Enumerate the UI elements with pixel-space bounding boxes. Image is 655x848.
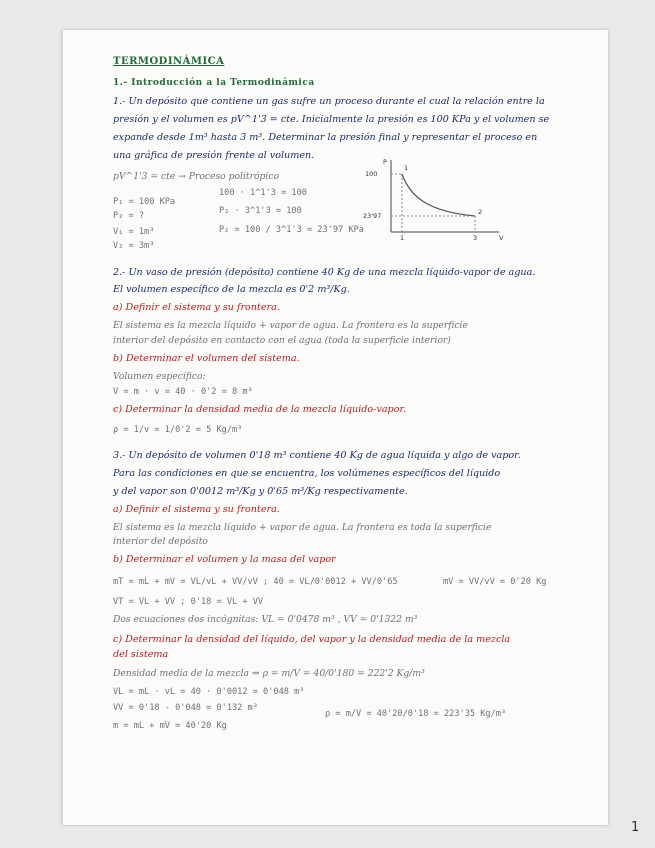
point-label: 2 <box>478 208 483 216</box>
p1-statement-line: expande desde 1m³ hasta 3 m³. Determinar la presión final y representar el proceso en <box>113 132 538 143</box>
p1-statement-line: presión y el volumen es pV^1'3 = cte. Inicialmente la presión es 100 KPa y el volumen se <box>113 114 550 125</box>
p2-answer-line: El sistema es la mezcla líquido + vapor de agua. La frontera es la superficie <box>113 320 468 331</box>
p1-work-line: P₂ · 3^1'3 = 100 <box>219 206 302 216</box>
p3-work-line: VT = VL + VV ; 0'18 = VL + VV <box>113 597 264 607</box>
p3-statement-line: y del vapor son 0'0012 m³/Kg y 0'65 m³/Kg respectivamente. <box>113 486 408 497</box>
p3-answer-line: El sistema es la mezcla líquido + vapor de agua. La frontera es toda la superficie <box>113 522 492 533</box>
p3-work-line: VL = mL · vL = 40 · 0'0012 = 0'048 m³ <box>113 687 305 697</box>
y-axis-label: P <box>383 158 387 166</box>
section-subtitle: 1.- Introducción a la Termodinámica <box>113 78 315 88</box>
x-tick-label: 1 <box>400 234 405 240</box>
p2-question-a: a) Definir el sistema y su frontera. <box>113 302 280 313</box>
p1-work-line: P₂ = ? <box>113 211 145 221</box>
page-number: 1 <box>631 820 640 835</box>
p2-question-c: c) Determinar la densidad media de la mezcla líquido-vapor. <box>113 404 407 415</box>
p1-statement-line: una gráfica de presión frente al volumen. <box>113 150 315 161</box>
p3-work-line: Densidad media de la mezcla ⇒ ρ = m/V = 40/0'180 = 222'2 Kg/m³ <box>113 668 425 679</box>
p1-work-line: P₁ = 100 KPa <box>113 197 176 207</box>
p2-question-b: b) Determinar el volumen del sistema. <box>113 353 300 364</box>
p3-work-line: Dos ecuaciones dos incógnitas: VL = 0'0478 m³ , VV = 0'1322 m³ <box>113 614 418 625</box>
p3-work-line: mT = mL + mV = VL/vL + VV/vV ; 40 = VL/0'0012 + VV/0'65 <box>113 577 398 587</box>
p3-result: ρ = m/V = 40'20/0'18 = 223'35 Kg/m³ <box>325 709 507 719</box>
process-curve <box>402 174 475 216</box>
p3-question-b: b) Determinar el volumen y la masa del vapor <box>113 554 336 565</box>
p3-work-line: m = mL + mV = 40'20 Kg <box>113 721 227 731</box>
point-label: 1 <box>404 164 409 172</box>
p3-statement-line: 3.- Un depósito de volumen 0'18 m³ contiene 40 Kg de agua líquida y algo de vapor. <box>113 450 521 461</box>
p2-answer-line: V = m · v = 40 · 0'2 = 8 m³ <box>113 387 253 397</box>
p2-answer-line: ρ = 1/v = 1/0'2 = 5 Kg/m³ <box>113 425 243 435</box>
p2-statement-line: El volumen específico de la mezcla es 0'2 m³/Kg. <box>113 284 350 295</box>
p3-work-line: mV = VV/vV = 0'20 Kg <box>443 577 547 587</box>
x-tick-label: 3 <box>473 234 478 240</box>
p2-answer-line: Volumen específico: <box>113 371 206 382</box>
p3-question-a: a) Definir el sistema y su frontera. <box>113 504 280 515</box>
pv-graph <box>361 154 511 240</box>
p1-work-line: V₁ = 1m³ <box>113 227 155 237</box>
p1-work-line: V₂ = 3m³ <box>113 241 155 251</box>
p3-statement-line: Para las condiciones en que se encuentra, los volúmenes específicos del líquido <box>113 468 501 479</box>
page-title: TERMODINÁMICA <box>113 56 225 67</box>
p2-statement-line: 2.- Un vaso de presión (depósito) contiene 40 Kg de una mezcla líquido-vapor de agua. <box>113 267 536 278</box>
p1-work-line: pV^1'3 = cte → Proceso politrópico <box>113 171 280 182</box>
p3-question-c: del sistema <box>113 649 169 660</box>
p3-work-line: VV = 0'18 - 0'048 = 0'132 m³ <box>113 703 258 713</box>
p1-work-line: 100 · 1^1'3 = 100 <box>219 188 307 198</box>
p3-answer-line: interior del depósito <box>113 536 208 547</box>
p3-question-c: c) Determinar la densidad del líquido, del vapor y la densidad media de la mezcla <box>113 634 511 645</box>
y-tick-label: 100 <box>365 170 378 178</box>
p2-answer-line: interior del depósito en contacto con el agua (toda la superficie interior) <box>113 335 451 346</box>
y-tick-label: 23'97 <box>363 212 382 220</box>
p1-result: P₂ = 100 / 3^1'3 = 23'97 KPa <box>219 225 364 235</box>
p1-statement-line: 1.- Un depósito que contiene un gas sufre un proceso durante el cual la relación entre la <box>113 96 545 107</box>
x-axis-label: V <box>499 234 504 240</box>
notebook-page <box>62 30 640 835</box>
